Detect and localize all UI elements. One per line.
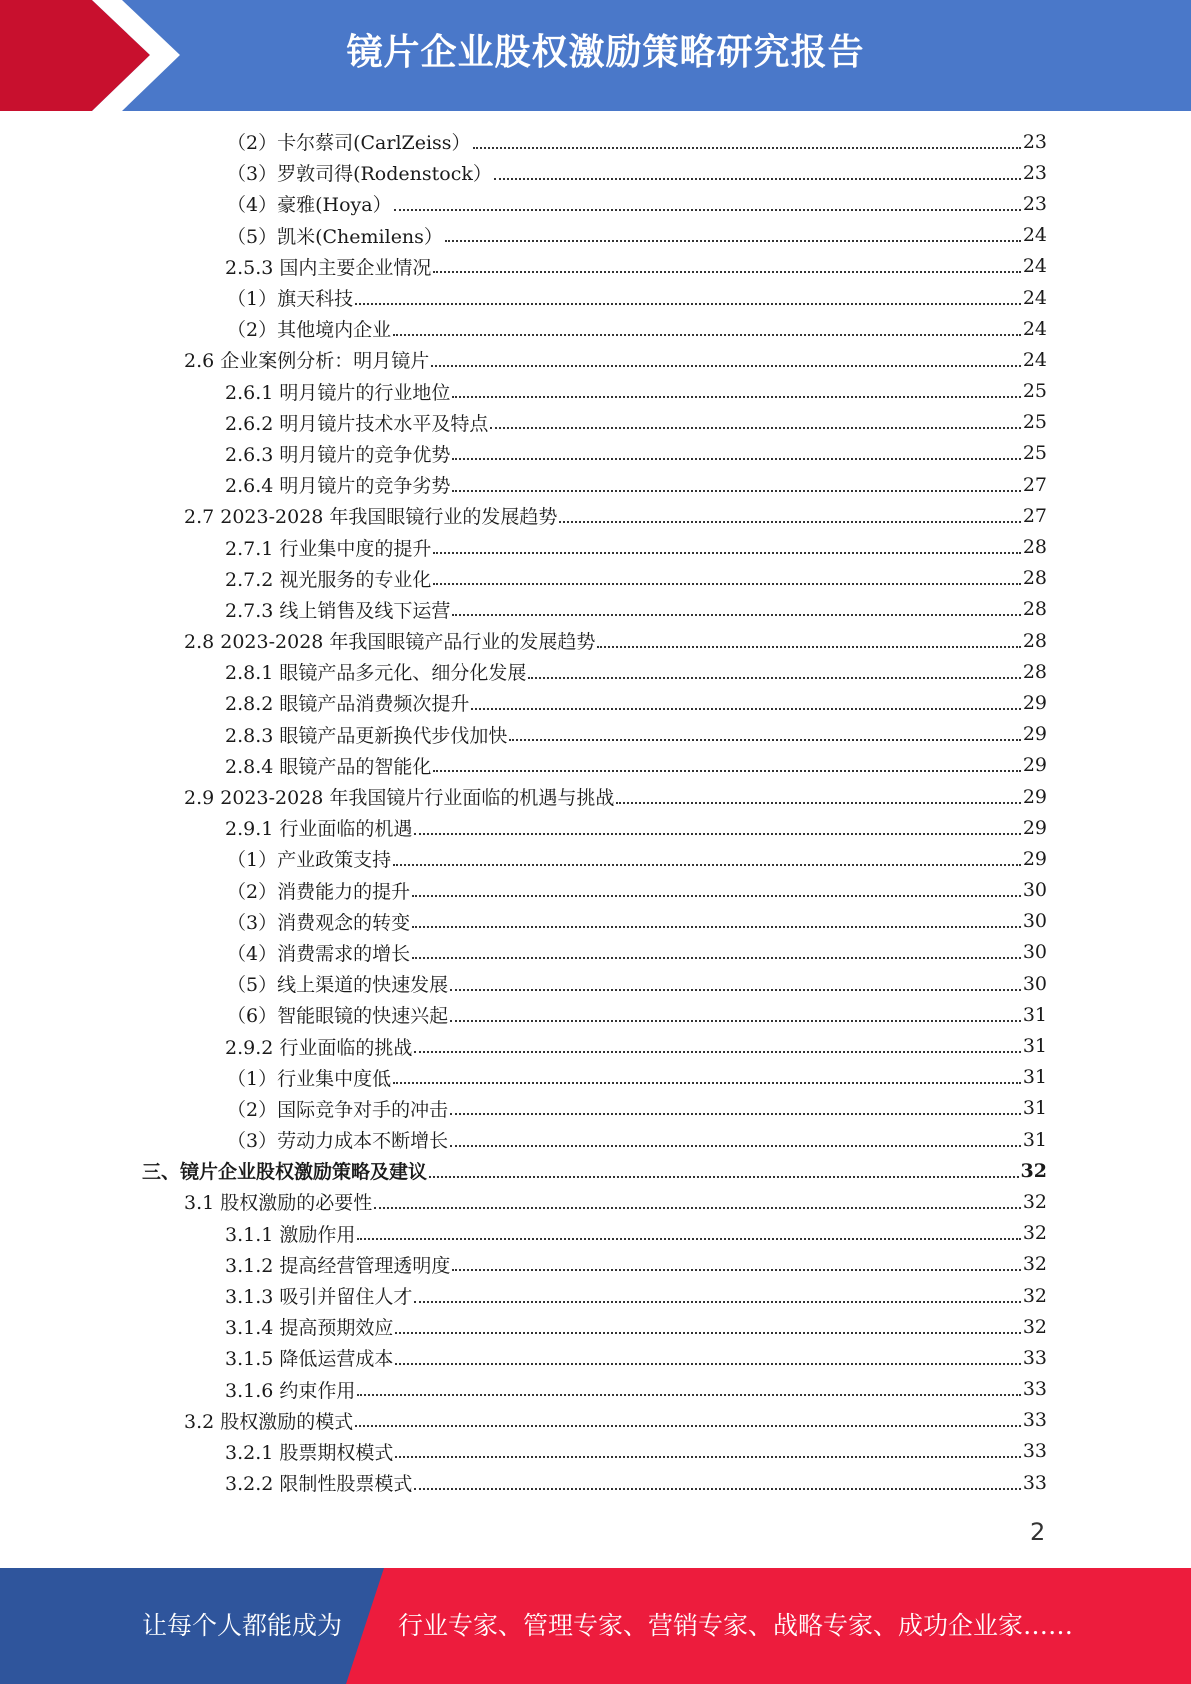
toc-dot-leader: [433, 552, 1020, 554]
toc-entry[interactable]: [0, 531, 1191, 562]
toc-dot-leader: [394, 209, 1021, 211]
toc-entry-title: 2.9.2 行业面临的挑战: [225, 1036, 413, 1059]
toc-entry-page: 27: [1022, 473, 1047, 496]
page-number: 2: [1030, 1518, 1046, 1546]
toc-entry-title: （1）旗天科技: [227, 288, 354, 311]
toc-dot-leader: [559, 521, 1020, 523]
toc-dot-leader: [528, 677, 1020, 679]
toc-entry-page: 29: [1022, 816, 1047, 839]
toc-entry-page: 24: [1022, 255, 1047, 278]
toc-entry[interactable]: [0, 750, 1191, 781]
toc-entry[interactable]: [0, 687, 1191, 718]
toc-entry[interactable]: [0, 656, 1191, 687]
toc-dot-leader: [471, 708, 1020, 710]
toc-entry-page: 29: [1022, 847, 1047, 870]
toc-entry[interactable]: [0, 282, 1191, 313]
toc-entry[interactable]: [0, 1030, 1191, 1061]
toc-entry-page: 30: [1022, 941, 1047, 964]
toc-entry[interactable]: [0, 999, 1191, 1030]
toc-dot-leader: [414, 1051, 1020, 1053]
toc-entry[interactable]: [0, 968, 1191, 999]
toc-entry-page: 24: [1022, 317, 1047, 340]
toc-dot-leader: [452, 396, 1020, 398]
toc-entry-title: 2.7.1 行业集中度的提升: [225, 537, 432, 560]
toc-entry-page: 31: [1022, 1035, 1047, 1058]
toc-entry[interactable]: [0, 1062, 1191, 1093]
toc-entry-page: 33: [1022, 1471, 1047, 1494]
toc-dot-leader: [393, 864, 1021, 866]
toc-entry-page: 31: [1022, 1097, 1047, 1120]
toc-dot-leader: [445, 240, 1021, 242]
toc-entry-title: 3.2.2 限制性股票模式: [225, 1473, 413, 1496]
toc-entry[interactable]: [0, 1124, 1191, 1155]
toc-entry[interactable]: [0, 313, 1191, 344]
toc-entry-page: 29: [1022, 754, 1047, 777]
toc-entry-page: 32: [1022, 1284, 1047, 1307]
toc-entry-title: （4）豪雅(Hoya）: [227, 194, 392, 217]
toc-entry-page: 30: [1022, 910, 1047, 933]
toc-entry-page: 30: [1022, 879, 1047, 902]
toc-entry-page: 25: [1022, 442, 1047, 465]
toc-entry[interactable]: [0, 937, 1191, 968]
toc-entry-page: 24: [1022, 348, 1047, 371]
toc-dot-leader: [414, 1488, 1020, 1490]
toc-dot-leader: [450, 1113, 1021, 1115]
toc-dot-leader: [616, 802, 1020, 804]
toc-entry-page: 28: [1022, 660, 1047, 683]
toc-entry-page: 30: [1022, 972, 1047, 995]
toc-dot-leader: [452, 458, 1020, 460]
toc-dot-leader: [452, 614, 1020, 616]
toc-entry-title: 2.6.3 明月镜片的竞争优势: [225, 443, 451, 466]
toc-entry-title: 3.1.4 提高预期效应: [225, 1317, 394, 1340]
toc-entry[interactable]: [0, 469, 1191, 500]
toc-entry-title: 3.1.6 约束作用: [225, 1379, 356, 1402]
toc-dot-leader: [357, 1238, 1020, 1240]
toc-entry-page: 23: [1022, 192, 1047, 215]
toc-entry-title: 2.9.1 行业面临的机遇: [225, 818, 413, 841]
toc-entry-title: 3.1 股权激励的必要性: [184, 1192, 373, 1215]
toc-entry-title: （3）消费观念的转变: [227, 911, 411, 934]
toc-entry-page: 25: [1022, 411, 1047, 434]
toc-dot-leader: [393, 334, 1021, 336]
toc-dot-leader: [509, 739, 1020, 741]
toc-entry-page: 25: [1022, 380, 1047, 403]
toc-dot-leader: [414, 1301, 1020, 1303]
toc-dot-leader: [431, 365, 1021, 367]
toc-dot-leader: [393, 1082, 1021, 1084]
toc-dot-leader: [412, 926, 1021, 928]
toc-entry-title: 3.2.1 股票期权模式: [225, 1441, 394, 1464]
toc-dot-leader: [412, 957, 1021, 959]
toc-entry-title: 2.6 企业案例分析：明月镜片: [184, 350, 430, 373]
toc-dot-leader: [414, 833, 1020, 835]
toc-dot-leader: [395, 1332, 1020, 1334]
toc-entry-page: 29: [1022, 785, 1047, 808]
toc-dot-leader: [494, 178, 1021, 180]
toc-dot-leader: [450, 989, 1021, 991]
toc-entry-page: 29: [1022, 691, 1047, 714]
toc-entry[interactable]: [0, 1467, 1191, 1498]
toc-dot-leader: [395, 1363, 1020, 1365]
toc-entry-title: （6）智能眼镜的快速兴起: [227, 1005, 449, 1028]
toc-entry-page: 32: [1022, 1253, 1047, 1276]
toc-entry[interactable]: [0, 594, 1191, 625]
toc-entry[interactable]: [0, 1374, 1191, 1405]
toc-entry-title: （2）消费能力的提升: [227, 880, 411, 903]
toc-entry[interactable]: [0, 438, 1191, 469]
footer-slogan-left: 让每个人都能成为: [142, 1611, 343, 1640]
toc-entry[interactable]: [0, 1218, 1191, 1249]
toc-entry-title: 2.6.1 明月镜片的行业地位: [225, 381, 451, 404]
toc-entry-title: （2）其他境内企业: [227, 319, 392, 342]
toc-entry[interactable]: [0, 563, 1191, 594]
toc-entry-title: 2.8 2023-2028 年我国眼镜产品行业的发展趋势: [184, 631, 596, 654]
toc-entry[interactable]: [0, 1155, 1191, 1186]
toc-entry[interactable]: [0, 1093, 1191, 1124]
toc-entry[interactable]: [0, 1342, 1191, 1373]
toc-entry[interactable]: [0, 1186, 1191, 1217]
toc-entry[interactable]: [0, 344, 1191, 375]
toc-entry-title: 2.6.2 明月镜片技术水平及特点: [225, 412, 489, 435]
toc-entry[interactable]: [0, 1405, 1191, 1436]
toc-entry-title: 2.8.4 眼镜产品的智能化: [225, 755, 432, 778]
toc-entry-title: （5）凯米(Chemilens）: [227, 225, 443, 248]
toc-dot-leader: [412, 895, 1021, 897]
toc-entry[interactable]: [0, 1311, 1191, 1342]
toc-entry[interactable]: [0, 1436, 1191, 1467]
toc-dot-leader: [374, 1207, 1021, 1209]
toc-dot-leader: [357, 1394, 1020, 1396]
toc-entry-title: （5）线上渠道的快速发展: [227, 974, 449, 997]
toc-entry-title: 3.1.3 吸引并留住人才: [225, 1286, 413, 1309]
toc-dot-leader: [473, 147, 1021, 149]
toc-entry-title: 2.7.2 视光服务的专业化: [225, 568, 432, 591]
toc-entry-page: 33: [1022, 1346, 1047, 1369]
toc-entry-title: 2.7.3 线上销售及线下运营: [225, 599, 451, 622]
toc-entry-page: 29: [1022, 723, 1047, 746]
toc-entry-title: （3）劳动力成本不断增长: [227, 1130, 449, 1153]
toc-entry-title: 3.1.5 降低运营成本: [225, 1348, 394, 1371]
toc-entry-title: 三、镜片企业股权激励策略及建议: [142, 1161, 428, 1184]
toc-entry[interactable]: [0, 126, 1191, 157]
toc-entry[interactable]: [0, 1249, 1191, 1280]
toc-entry-page: 24: [1022, 286, 1047, 309]
toc-entry[interactable]: [0, 719, 1191, 750]
toc-entry-title: 2.8.1 眼镜产品多元化、细分化发展: [225, 662, 527, 685]
toc-entry-page: 28: [1022, 536, 1047, 559]
page-header: [0, 0, 1191, 111]
toc-entry-page: 31: [1022, 1128, 1047, 1151]
toc-dot-leader: [450, 1145, 1021, 1147]
toc-entry-page: 32: [1022, 1222, 1047, 1245]
toc-entry-title: 3.1.1 激励作用: [225, 1223, 356, 1246]
toc-entry[interactable]: [0, 220, 1191, 251]
toc-dot-leader: [433, 583, 1020, 585]
toc-entry[interactable]: [0, 906, 1191, 937]
toc-dot-leader: [450, 1020, 1021, 1022]
toc-entry-title: 2.6.4 明月镜片的竞争劣势: [225, 475, 451, 498]
toc-entry[interactable]: [0, 188, 1191, 219]
toc-dot-leader: [452, 490, 1020, 492]
toc-entry[interactable]: [0, 1280, 1191, 1311]
toc-entry[interactable]: [0, 875, 1191, 906]
toc-entry-title: 2.9 2023-2028 年我国镜片行业面临的机遇与挑战: [184, 787, 615, 810]
toc-entry[interactable]: [0, 500, 1191, 531]
toc-entry-title: 2.8.2 眼镜产品消费频次提升: [225, 693, 470, 716]
toc-entry-title: （2）卡尔蔡司(CarlZeiss）: [227, 132, 471, 155]
toc-entry-page: 33: [1022, 1378, 1047, 1401]
toc-entry-title: 2.5.3 国内主要企业情况: [225, 256, 432, 279]
toc-entry[interactable]: [0, 157, 1191, 188]
toc-entry-page: 32: [1022, 1315, 1047, 1338]
toc-dot-leader: [490, 427, 1020, 429]
toc-entry[interactable]: [0, 843, 1191, 874]
toc-entry-page: 27: [1022, 504, 1047, 527]
toc-entry[interactable]: [0, 812, 1191, 843]
toc-entry-page: 33: [1022, 1440, 1047, 1463]
toc-entry-title: 2.8.3 眼镜产品更新换代步伐加快: [225, 724, 508, 747]
toc-entry-page: 28: [1022, 567, 1047, 590]
toc-entry-title: 3.2 股权激励的模式: [184, 1410, 354, 1433]
toc-dot-leader: [355, 1425, 1021, 1427]
toc-entry-title: 3.1.2 提高经营管理透明度: [225, 1254, 451, 1277]
toc-dot-leader: [355, 303, 1021, 305]
toc-entry[interactable]: [0, 781, 1191, 812]
toc-entry-page: 32: [1022, 1190, 1047, 1213]
toc-entry-page: 33: [1022, 1409, 1047, 1432]
table-of-contents: [0, 126, 1191, 1498]
toc-entry[interactable]: [0, 625, 1191, 656]
toc-entry-title: （1）行业集中度低: [227, 1067, 392, 1090]
toc-dot-leader: [433, 271, 1020, 273]
toc-entry-page: 28: [1022, 598, 1047, 621]
page-footer: [0, 1568, 1191, 1684]
toc-dot-leader: [597, 646, 1020, 648]
toc-dot-leader: [433, 770, 1020, 772]
toc-entry-page: 31: [1022, 1066, 1047, 1089]
toc-entry[interactable]: [0, 376, 1191, 407]
toc-entry-page: 32: [1020, 1159, 1047, 1182]
toc-entry[interactable]: [0, 251, 1191, 282]
toc-entry-title: （3）罗敦司得(Rodenstock）: [227, 163, 492, 186]
toc-entry-page: 23: [1022, 130, 1047, 153]
toc-entry-title: （4）消费需求的增长: [227, 942, 411, 965]
toc-entry-title: 2.7 2023-2028 年我国眼镜行业的发展趋势: [184, 506, 558, 529]
toc-entry[interactable]: [0, 407, 1191, 438]
toc-entry-title: （2）国际竞争对手的冲击: [227, 1098, 449, 1121]
toc-entry-page: 24: [1022, 224, 1047, 247]
toc-dot-leader: [395, 1456, 1020, 1458]
toc-entry-title: （1）产业政策支持: [227, 849, 392, 872]
toc-entry-page: 23: [1022, 161, 1047, 184]
toc-entry-page: 28: [1022, 629, 1047, 652]
toc-dot-leader: [429, 1176, 1019, 1178]
toc-entry-page: 31: [1022, 1003, 1047, 1026]
report-title: 镜片企业股权激励策略研究报告: [346, 32, 865, 73]
toc-dot-leader: [452, 1269, 1020, 1271]
footer-slogan-right: 行业专家、管理专家、营销专家、战略专家、成功企业家……: [398, 1611, 1074, 1640]
